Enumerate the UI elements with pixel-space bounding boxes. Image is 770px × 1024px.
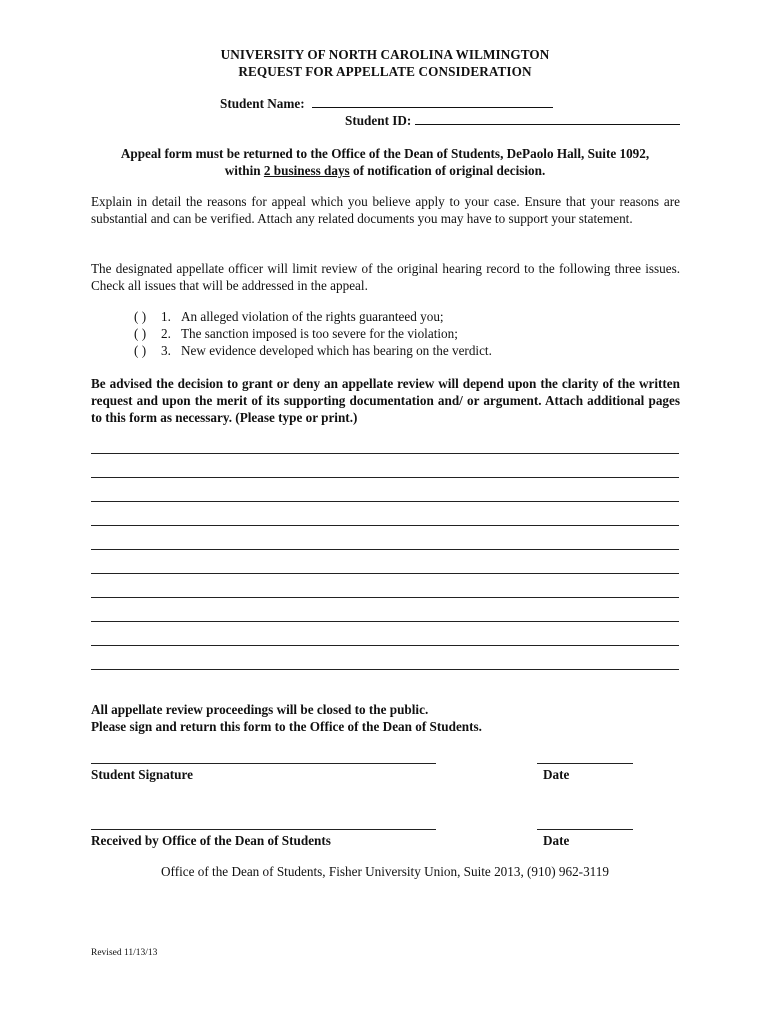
office-contact: Office of the Dean of Students, Fisher University Union, Suite 2013, (910) 962-3119 bbox=[161, 864, 609, 879]
university-title: UNIVERSITY OF NORTH CAROLINA WILMINGTON bbox=[220, 47, 550, 62]
issue-text: An alleged violation of the rights guaranteed you; bbox=[181, 309, 444, 324]
review-instructions: The designated appellate officer will limit review of the original hearing record to the following three issues. Check all issues that will be addressed in the appeal. bbox=[91, 261, 680, 293]
received-by-label: Received by Office of the Dean of Students bbox=[91, 833, 331, 848]
student-name-row bbox=[220, 95, 553, 112]
return-notice-line1: Appeal form must be returned to the Office of the Dean of Students, DePaolo Hall, Suite 1092, bbox=[120, 146, 650, 161]
writing-line[interactable] bbox=[91, 645, 679, 646]
student-id-field[interactable] bbox=[415, 112, 680, 125]
received-by-signature-field[interactable] bbox=[91, 829, 436, 830]
issue-checkbox[interactable]: ( ) bbox=[134, 309, 147, 324]
issue-number: 2. bbox=[161, 326, 171, 341]
issue-number: 3. bbox=[161, 343, 171, 358]
student-name-label: Student Name: bbox=[220, 96, 305, 111]
writing-line[interactable] bbox=[91, 573, 679, 574]
issue-number: 1. bbox=[161, 309, 171, 324]
closing-line2: Please sign and return this form to the Office of the Dean of Students. bbox=[91, 719, 482, 734]
writing-line[interactable] bbox=[91, 549, 679, 550]
issue-text: New evidence developed which has bearing on the verdict. bbox=[181, 343, 492, 358]
notice-prefix: within bbox=[224, 163, 264, 178]
writing-line[interactable] bbox=[91, 621, 679, 622]
notice-suffix: of notification of original decision. bbox=[349, 163, 546, 178]
revision-date: Revised 11/13/13 bbox=[91, 948, 158, 958]
issue-checkbox[interactable]: ( ) bbox=[134, 326, 147, 341]
issue-checkbox[interactable]: ( ) bbox=[134, 343, 147, 358]
writing-line[interactable] bbox=[91, 525, 679, 526]
received-date-label: Date bbox=[543, 833, 570, 848]
student-signature-label: Student Signature bbox=[91, 767, 193, 782]
issue-item bbox=[134, 326, 458, 342]
writing-line[interactable] bbox=[91, 597, 679, 598]
student-date-label: Date bbox=[543, 767, 570, 782]
student-id-row bbox=[345, 112, 680, 129]
issue-item bbox=[134, 309, 444, 325]
explain-instructions: Explain in detail the reasons for appeal which you believe apply to your case. Ensure that your reasons are substantial and can be verified. Attach any related documents you may have to support your statement. bbox=[91, 194, 680, 226]
student-date-field[interactable] bbox=[537, 763, 633, 764]
advisory-paragraph: Be advised the decision to grant or deny an appellate review will depend upon the clarity of the written request and upon the merit of its supporting documentation and/ or argument. Attach additional pages to this form as necessary. (Please type or print.) bbox=[91, 376, 680, 425]
student-signature-field[interactable] bbox=[91, 763, 436, 764]
issue-item bbox=[134, 343, 492, 359]
return-notice-line2 bbox=[0, 163, 770, 179]
writing-line[interactable] bbox=[91, 453, 679, 454]
issue-text: The sanction imposed is too severe for the violation; bbox=[181, 326, 458, 341]
student-id-label: Student ID: bbox=[345, 113, 412, 128]
deadline-text: 2 business days bbox=[263, 163, 350, 178]
writing-line[interactable] bbox=[91, 669, 679, 670]
writing-line[interactable] bbox=[91, 477, 679, 478]
received-date-field[interactable] bbox=[537, 829, 633, 830]
student-name-field[interactable] bbox=[312, 95, 553, 108]
writing-line[interactable] bbox=[91, 501, 679, 502]
form-title: REQUEST FOR APPELLATE CONSIDERATION bbox=[238, 64, 532, 79]
closing-line1: All appellate review proceedings will be closed to the public. bbox=[91, 702, 429, 717]
